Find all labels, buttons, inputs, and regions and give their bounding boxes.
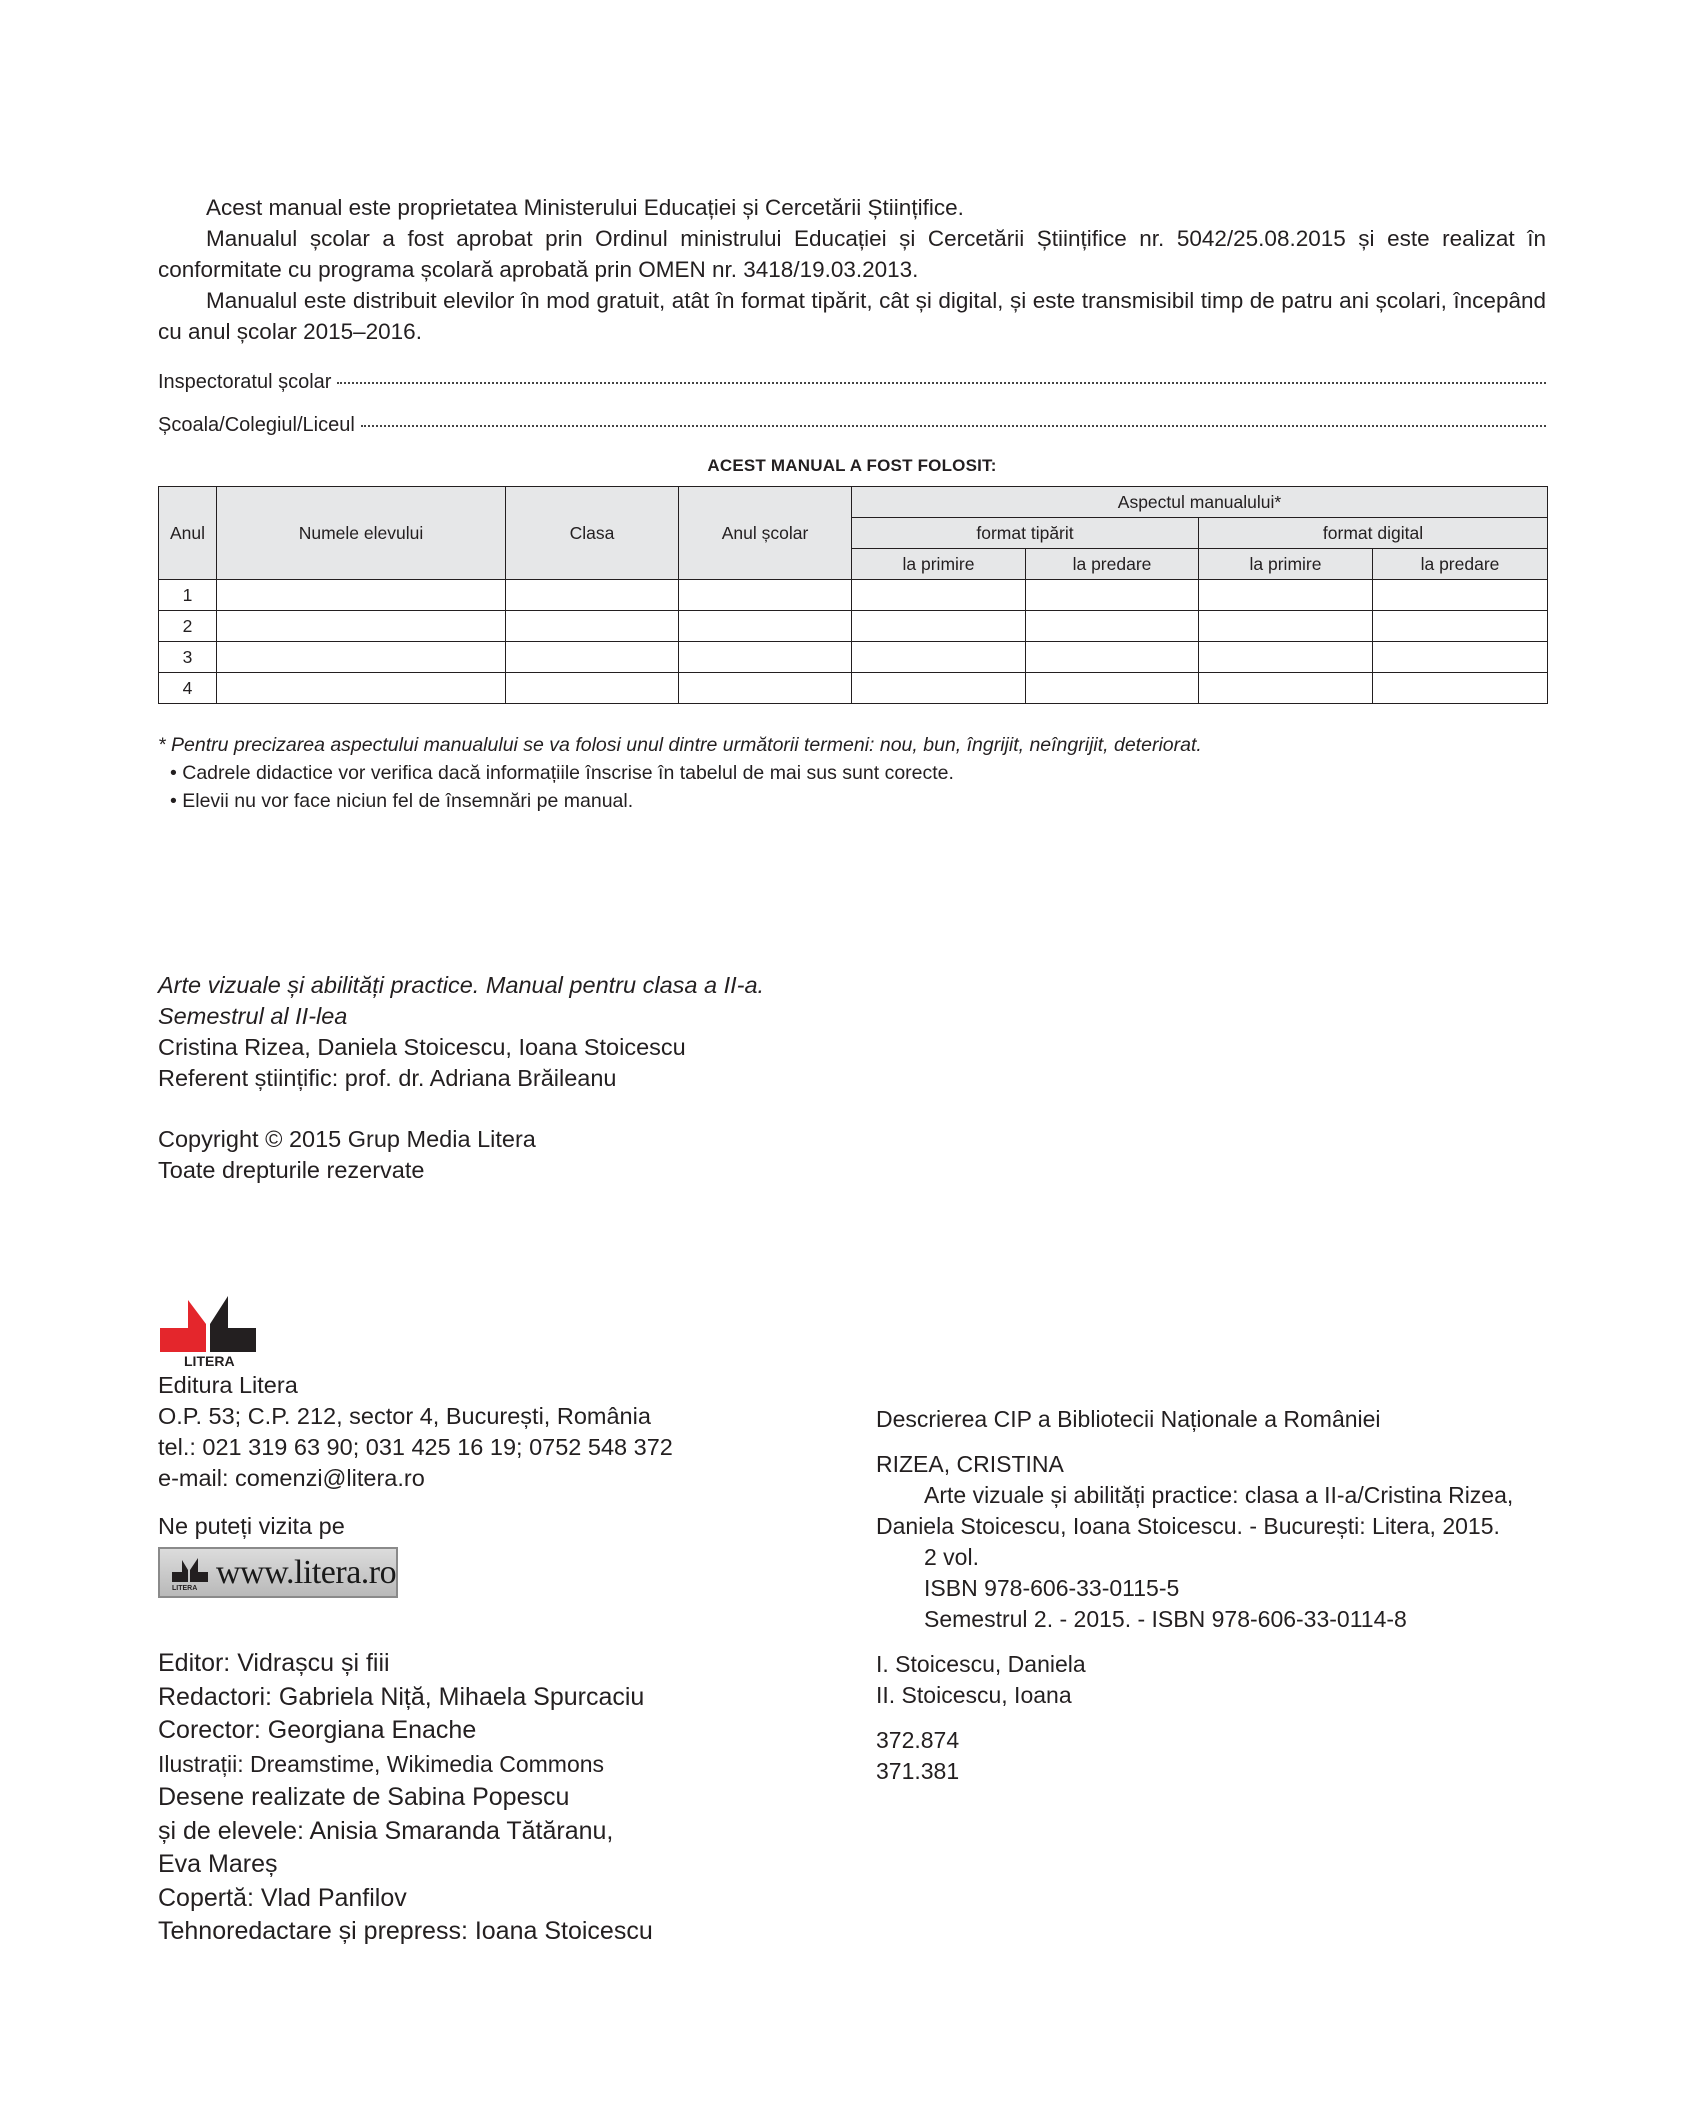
credit-coperta: Copertă: Vlad Panfilov [158, 1883, 407, 1912]
header-format-tiparit: format tipărit [852, 518, 1199, 549]
header-aspect: Aspectul manualului* [852, 487, 1548, 518]
publisher-contact [158, 1370, 673, 1494]
table-cell[interactable] [1026, 611, 1199, 642]
credit-ilustratii: Ilustrații: Dreamstime, Wikimedia Commons [158, 1750, 605, 1777]
table-row [159, 611, 1548, 642]
header-anul: Anul [159, 487, 217, 580]
publisher-address: O.P. 53; C.P. 212, sector 4, București, România [158, 1403, 651, 1429]
book-authors: Cristina Rizea, Daniela Stoicescu, Ioana Stoicescu [158, 1034, 686, 1060]
inspectorat-dotted-line [337, 382, 1546, 384]
table-cell[interactable] [679, 611, 852, 642]
table-cell[interactable] [217, 580, 506, 611]
table-row [159, 673, 1548, 704]
publisher-phone: tel.: 021 319 63 90; 031 425 16 19; 0752 548 372 [158, 1434, 673, 1460]
inspectorat-label: Inspectoratul școlar [158, 371, 332, 393]
cip-title-line-2: Daniela Stoicescu, Ioana Stoicescu. - București: Litera, 2015. [876, 1513, 1500, 1539]
litera-logo-icon [158, 1288, 290, 1368]
table-cell[interactable] [1199, 642, 1373, 673]
header-clasa: Clasa [506, 487, 679, 580]
cip-coauthor-1: I. Stoicescu, Daniela [876, 1651, 1086, 1677]
credit-eva: Eva Mareș [158, 1850, 278, 1878]
table-cell[interactable] [852, 580, 1026, 611]
table-cell[interactable] [217, 673, 506, 704]
copyright-line: Copyright © 2015 Grup Media Litera [158, 1126, 536, 1152]
book-info [158, 970, 764, 1094]
publisher-email[interactable]: e-mail: comenzi@litera.ro [158, 1465, 425, 1491]
scoala-label: Școala/Colegiul/Liceul [158, 414, 355, 436]
credit-tehnoredactare: Tehnoredactare și prepress: Ioana Stoicescu [158, 1917, 653, 1945]
litera-mini-logo-icon [168, 1554, 212, 1592]
table-cell[interactable] [1373, 673, 1548, 704]
logo-text: LITERA [184, 1353, 235, 1368]
table-cell[interactable] [852, 611, 1026, 642]
table-cell[interactable] [506, 642, 679, 673]
inspectorat-field[interactable] [158, 371, 1546, 394]
cip-title-line-1: Arte vizuale și abilități practice: clasa a II-a/Cristina Rizea, [924, 1482, 1514, 1508]
header-anul-scolar: Anul școlar [679, 487, 852, 580]
table-cell[interactable] [1373, 642, 1548, 673]
credit-corector: Corector: Georgiana Enache [158, 1716, 477, 1744]
table-row [159, 580, 1548, 611]
header-digital-primire: la primire [1199, 549, 1373, 580]
table-cell[interactable] [679, 673, 852, 704]
table-cell[interactable] [506, 580, 679, 611]
cip-coauthor-2: II. Stoicescu, Ioana [876, 1682, 1072, 1708]
website-link[interactable]: www.litera.ro [216, 1553, 397, 1591]
table-cell[interactable] [852, 642, 1026, 673]
table-notes [158, 731, 1202, 815]
legal-notice [158, 192, 1546, 347]
website-button[interactable] [158, 1547, 398, 1598]
scoala-field[interactable] [158, 414, 1546, 437]
book-title: Arte vizuale și abilități practice. Manual pentru clasa a II-a. [158, 972, 765, 998]
usage-table-title: ACEST MANUAL A FOST FOLOSIT: [707, 456, 997, 475]
header-tiparit-primire: la primire [852, 549, 1026, 580]
row-number: 2 [159, 611, 217, 642]
cip-volumes: 2 vol. [924, 1544, 979, 1570]
legal-paragraph-1: Acest manual este proprietatea Ministerului Educației și Cercetării Științifice. [206, 195, 964, 220]
header-digital-predare: la predare [1373, 549, 1548, 580]
table-cell[interactable] [852, 673, 1026, 704]
legal-paragraph-2: Manualul școlar a fost aprobat prin Ordinul ministrului Educației și Cercetării Științifice nr. 5042/25.08.2015 și este realizat în conformitate cu programa școlară aprobată prin OMEN nr. 3418/19.03.2013. [158, 226, 1546, 282]
header-numele: Numele elevului [217, 487, 506, 580]
credits-block [158, 1647, 653, 1949]
table-cell[interactable] [1199, 673, 1373, 704]
table-cell[interactable] [679, 580, 852, 611]
litera-logo [158, 1288, 290, 1368]
row-number: 1 [159, 580, 217, 611]
cip-isbn: ISBN 978-606-33-0115-5 [924, 1575, 1180, 1601]
table-cell[interactable] [1199, 611, 1373, 642]
table-cell[interactable] [217, 611, 506, 642]
table-cell[interactable] [1026, 673, 1199, 704]
cip-class-1: 372.874 [876, 1727, 960, 1753]
table-cell[interactable] [506, 611, 679, 642]
credit-elevele: și de elevele: Anisia Smaranda Tătăranu, [158, 1816, 614, 1845]
credit-editor: Editor: Vidrașcu și fiii [158, 1649, 390, 1677]
table-cell[interactable] [506, 673, 679, 704]
publisher-name: Editura Litera [158, 1372, 298, 1398]
table-cell[interactable] [679, 642, 852, 673]
table-cell[interactable] [1373, 611, 1548, 642]
row-number: 3 [159, 642, 217, 673]
table-cell[interactable] [217, 642, 506, 673]
legal-paragraph-3: Manualul este distribuit elevilor în mod gratuit, atât în format tipărit, cât și digital, și este transmisibil timp de patru ani școlari, începând cu anul școlar 2015–2016. [158, 288, 1546, 344]
table-cell[interactable] [1026, 642, 1199, 673]
cip-description [876, 1404, 1556, 1787]
svg-text:LITERA: LITERA [172, 1584, 198, 1592]
cip-author: RIZEA, CRISTINA [876, 1451, 1064, 1477]
table-cell[interactable] [1199, 580, 1373, 611]
note-bullet-1: • Cadrele didactice vor verifica dacă informațiile înscrise în tabelul de mai sus sunt corecte. [170, 762, 954, 784]
cip-class-2: 371.381 [876, 1758, 960, 1784]
header-tiparit-predare: la predare [1026, 549, 1199, 580]
scoala-dotted-line [361, 425, 1546, 427]
visit-label: Ne puteți vizita pe [158, 1513, 345, 1539]
book-referent: Referent științific: prof. dr. Adriana Brăileanu [158, 1065, 617, 1091]
copyright-block [158, 1124, 536, 1186]
credit-redactori: Redactori: Gabriela Niță, Mihaela Spurcaciu [158, 1682, 645, 1711]
aspect-footnote: * Pentru precizarea aspectului manualului se va folosi unul dintre următorii termeni: nou, bun, îngrijit, neîngrijit, deteriorat. [158, 734, 1202, 756]
table-cell[interactable] [1373, 580, 1548, 611]
book-semester: Semestrul al II-lea [158, 1003, 348, 1029]
rights-line: Toate drepturile rezervate [158, 1157, 425, 1183]
table-cell[interactable] [1026, 580, 1199, 611]
usage-table [158, 486, 1548, 704]
credit-desene: Desene realizate de Sabina Popescu [158, 1783, 570, 1811]
cip-heading: Descrierea CIP a Bibliotecii Naționale a României [876, 1406, 1381, 1432]
row-number: 4 [159, 673, 217, 704]
table-row [159, 642, 1548, 673]
header-format-digital: format digital [1199, 518, 1548, 549]
cip-semester-isbn: Semestrul 2. - 2015. - ISBN 978-606-33-0114-8 [924, 1606, 1407, 1632]
note-bullet-2: • Elevii nu vor face niciun fel de însemnări pe manual. [170, 790, 634, 812]
